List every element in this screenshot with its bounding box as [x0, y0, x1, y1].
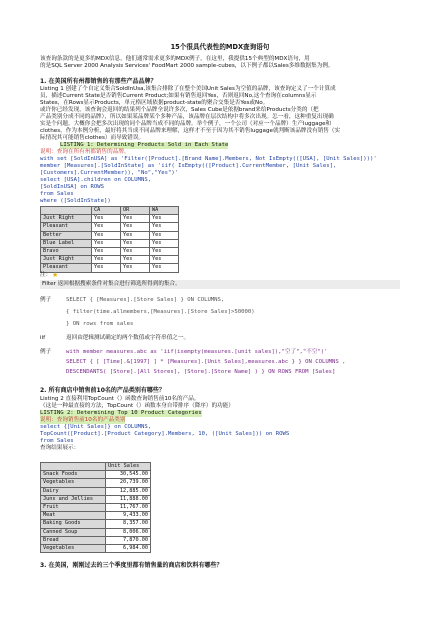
sold-in-state-table	[40, 206, 179, 273]
table-row	[41, 471, 151, 479]
table-row	[41, 264, 179, 272]
table-row	[41, 520, 151, 528]
table-cell: Yes	[121, 223, 150, 231]
table-row	[41, 231, 179, 239]
table-row	[41, 223, 179, 231]
filter-description: Filter 返回根据搜索条件对集合进行筛选所得到的集合。	[42, 281, 181, 287]
table-header-row	[41, 207, 179, 215]
table-row	[41, 256, 179, 264]
listing1-code-5: [SoldInUSA] on ROWS	[40, 184, 104, 190]
table-cell: 20,739.00	[106, 479, 151, 487]
star-icon: ★	[52, 271, 59, 279]
row-header-cell: Meat	[41, 512, 106, 520]
table-row	[41, 215, 179, 223]
row-header-cell: Vegetables	[41, 544, 106, 552]
section1-para-4: 或许你已经发现，该查询会返回的结果列个品牌全说许多次，Sales Cube是依据brand来给Products分类的（把	[40, 107, 319, 113]
listing1-code-6: from Sales	[40, 191, 74, 197]
iif-description: 返回由逻辑测试确定的两个数值或字符串值之一。	[66, 335, 190, 341]
table-cell: Yes	[92, 231, 121, 239]
row-header-cell: Vegetables	[41, 479, 106, 487]
table-row	[41, 528, 151, 536]
example2-label: 例子	[40, 349, 52, 355]
table-cell: Yes	[150, 256, 179, 264]
table-row	[41, 239, 179, 247]
table-cell: Yes	[121, 231, 150, 239]
table-cell: Yes	[92, 256, 121, 264]
listing1-code-7: where ([SoldInState])	[40, 198, 111, 204]
table-header-cell: Unit Sales	[106, 463, 151, 471]
section2-para-2: （这是一种最直接的方法，TopCount（）函数本身自带排序（降序）的功能）	[40, 403, 234, 409]
table-cell: 6,984.00	[106, 544, 151, 552]
table-cell: 9,433.00	[106, 512, 151, 520]
listing1-title: LISTING 1: Determining Products Sold in Each State	[60, 142, 229, 148]
example-label: 例子	[40, 297, 52, 303]
listing1-code-3: [Customers].CurrentMember)), "No","Yes")'	[40, 170, 179, 176]
table-cell: Yes	[121, 264, 150, 272]
table-cell: Yes	[121, 256, 150, 264]
table-row	[41, 544, 151, 552]
table-cell: 8,006.00	[106, 528, 151, 536]
table-cell: 11,888.00	[106, 495, 151, 503]
listing1-code-1: with set [SoldInUSA] as 'Filter([Product].[Brand Name].Members, Not IsEmpty(([USA], [Unit Sales])))'	[40, 156, 377, 162]
row-header-cell: Dairy	[41, 487, 106, 495]
listing2-comment: 说明：查询销售前10名的产品类别	[40, 417, 126, 423]
table-header-cell: CA	[92, 207, 121, 215]
table-cell: 7,870.00	[106, 536, 151, 544]
top10-table	[40, 462, 151, 553]
row-header-cell: Baking Goods	[41, 520, 106, 528]
example2-code-3: DESCENDANTS( [Store].[All Stores], [Store].[Store Name] ) } ON ROWS FROM [Sales]	[66, 369, 336, 375]
row-header-cell: Just Right	[41, 215, 92, 223]
note-label: 注：	[40, 272, 52, 278]
section1-heading: 1. 在美国所有州都销售的有那些产品品牌？	[40, 78, 157, 85]
listing2-code-1: select {[Unit Sales]} on COLUMNS,	[40, 424, 152, 430]
example-code-2: { filter(time.allmembers,[Measures].[Store Sales]>50000)	[66, 309, 255, 315]
table-header-row	[41, 463, 151, 471]
table-cell: Yes	[150, 239, 179, 247]
row-header-cell: Just Right	[41, 256, 92, 264]
table-cell: Yes	[92, 223, 121, 231]
table-row	[41, 495, 151, 503]
table-row	[41, 536, 151, 544]
row-header-cell: Snack Foods	[41, 471, 106, 479]
section1-para-1: Listing 1 创建了个自定义集合SoldInUsa,该集合排除了在整个美国Unit Sales为空值的品牌，该查询定义了一个计算成	[40, 86, 336, 92]
example2-code-1: with member measures.abc as 'iif(isempty(measures.[unit sales]),"空了","不空")'	[66, 349, 328, 355]
table-row	[41, 512, 151, 520]
table-cell: Yes	[121, 239, 150, 247]
section3-heading: 3. 在美国，刚刚过去的三个季度里都有销售量的商店和饮料有哪些？	[40, 562, 223, 569]
row-header-cell: Bread	[41, 536, 106, 544]
table-cell: 11,767.00	[106, 503, 151, 511]
table-corner-cell	[41, 463, 106, 471]
row-header-cell: Juns and Jellies	[41, 495, 106, 503]
section1-para-7: clothes，作为本例分析，最好将其当成不同品牌来理解，这样才不至于因为其不销售luggage就判断该品牌没有销售（实	[40, 128, 341, 134]
example2-code-2: SELECT { [ [Time].&[1997] ] * [Measures].[Unit Sales],measures.abc } } ON COLUMNS ,	[66, 359, 346, 365]
table-cell: Yes	[150, 264, 179, 272]
intro-line-2: 的是SQL Server 2000 Analysis Services' FoodMart 2000 sample-cubes，以下例子都以Sales多维数据集为例。	[40, 63, 334, 69]
row-header-cell: Canned Soup	[41, 528, 106, 536]
section2-heading: 2. 所有商店中销售前10名的产品类别有哪些？	[40, 387, 165, 394]
table-row	[41, 503, 151, 511]
row-header-cell: Pleasant	[41, 223, 92, 231]
table-cell: Yes	[150, 247, 179, 255]
listing1-code-4: select [USA].children on COLUMNS,	[40, 177, 152, 183]
example-code-1: SELECT { [Measures].[Store Sales] } ON COLUMNS,	[66, 297, 225, 303]
row-header-cell: Fruit	[41, 503, 106, 511]
section1-para-2: 员，描述Current State是否销售Current Product;如果有销售返回Yes，否则返回No,这个查询在columns显示	[40, 93, 317, 99]
page-title: 15个很具代表性的MDX查询语句	[170, 43, 270, 51]
row-header-cell: Better	[41, 231, 92, 239]
table-cell: Yes	[150, 231, 179, 239]
table-cell: Yes	[92, 247, 121, 255]
table-row	[41, 247, 179, 255]
table-row	[41, 479, 151, 487]
intro-line-1: 该查询条款的是更多的MDX信息，他们通常需求更多的MDX例子，在这里，我提供15个典型的MDX语句，用	[40, 56, 310, 62]
listing2-title: LISTING 2: Determining Top 10 Product Categories	[40, 410, 202, 416]
table-cell: Yes	[121, 215, 150, 223]
listing2-code-2: TopCount([Product].[Product Category].Members, 10, ([Unit Sales])) on ROWS	[40, 431, 290, 437]
listing1-comment: 说明：查询在所有州都销售的品牌。	[40, 149, 130, 155]
result-label: 查询结果展示：	[40, 445, 80, 451]
row-header-cell: Pleasant	[41, 264, 92, 272]
table-cell: Yes	[121, 247, 150, 255]
section1-para-5: 产品类别分成不同的品牌），所以如果某品牌某个多种产品，该品牌在层次结构中将多次出现。怎一看，这种重复出现确	[40, 114, 334, 120]
table-row	[41, 487, 151, 495]
table-corner-cell	[41, 207, 92, 215]
row-header-cell: Bravo	[41, 247, 92, 255]
table-cell: Yes	[92, 264, 121, 272]
example-code-3: } ON rows from sales	[66, 321, 134, 327]
section1-para-3: States，在Rows显示Products，单元格区域依据product-state的聚合交集是否Yes或No。	[40, 100, 269, 106]
section2-para-1: Listing 2 直接利用TopCount（）函数查询销售前10名的产品。	[40, 396, 200, 402]
table-cell: 8,357.00	[106, 520, 151, 528]
table-cell: Yes	[150, 215, 179, 223]
listing2-code-3: from Sales	[40, 438, 74, 444]
table-cell: Yes	[92, 239, 121, 247]
section1-para-6: 实是个问题。大概你会把多次出现的同个品牌当成不同的品牌。举个例子，一个公司（对应一个品牌）生产luggage和	[40, 121, 332, 127]
table-cell: 30,545.00	[106, 471, 151, 479]
table-cell: Yes	[92, 215, 121, 223]
table-cell: 12,885.00	[106, 487, 151, 495]
table-header-cell: OR	[121, 207, 150, 215]
row-header-cell: Blue Label	[41, 239, 92, 247]
iif-label: iif	[40, 335, 46, 341]
section1-para-8: 际情况其可能销售clothes）而导致错误。	[40, 135, 145, 141]
table-cell: Yes	[150, 223, 179, 231]
table-header-cell: WA	[150, 207, 179, 215]
listing1-code-2: member [Measures].[SoldInState] as 'iif( IsEmpty(([Product].CurrentMember, [Unit Sales],	[40, 163, 337, 169]
